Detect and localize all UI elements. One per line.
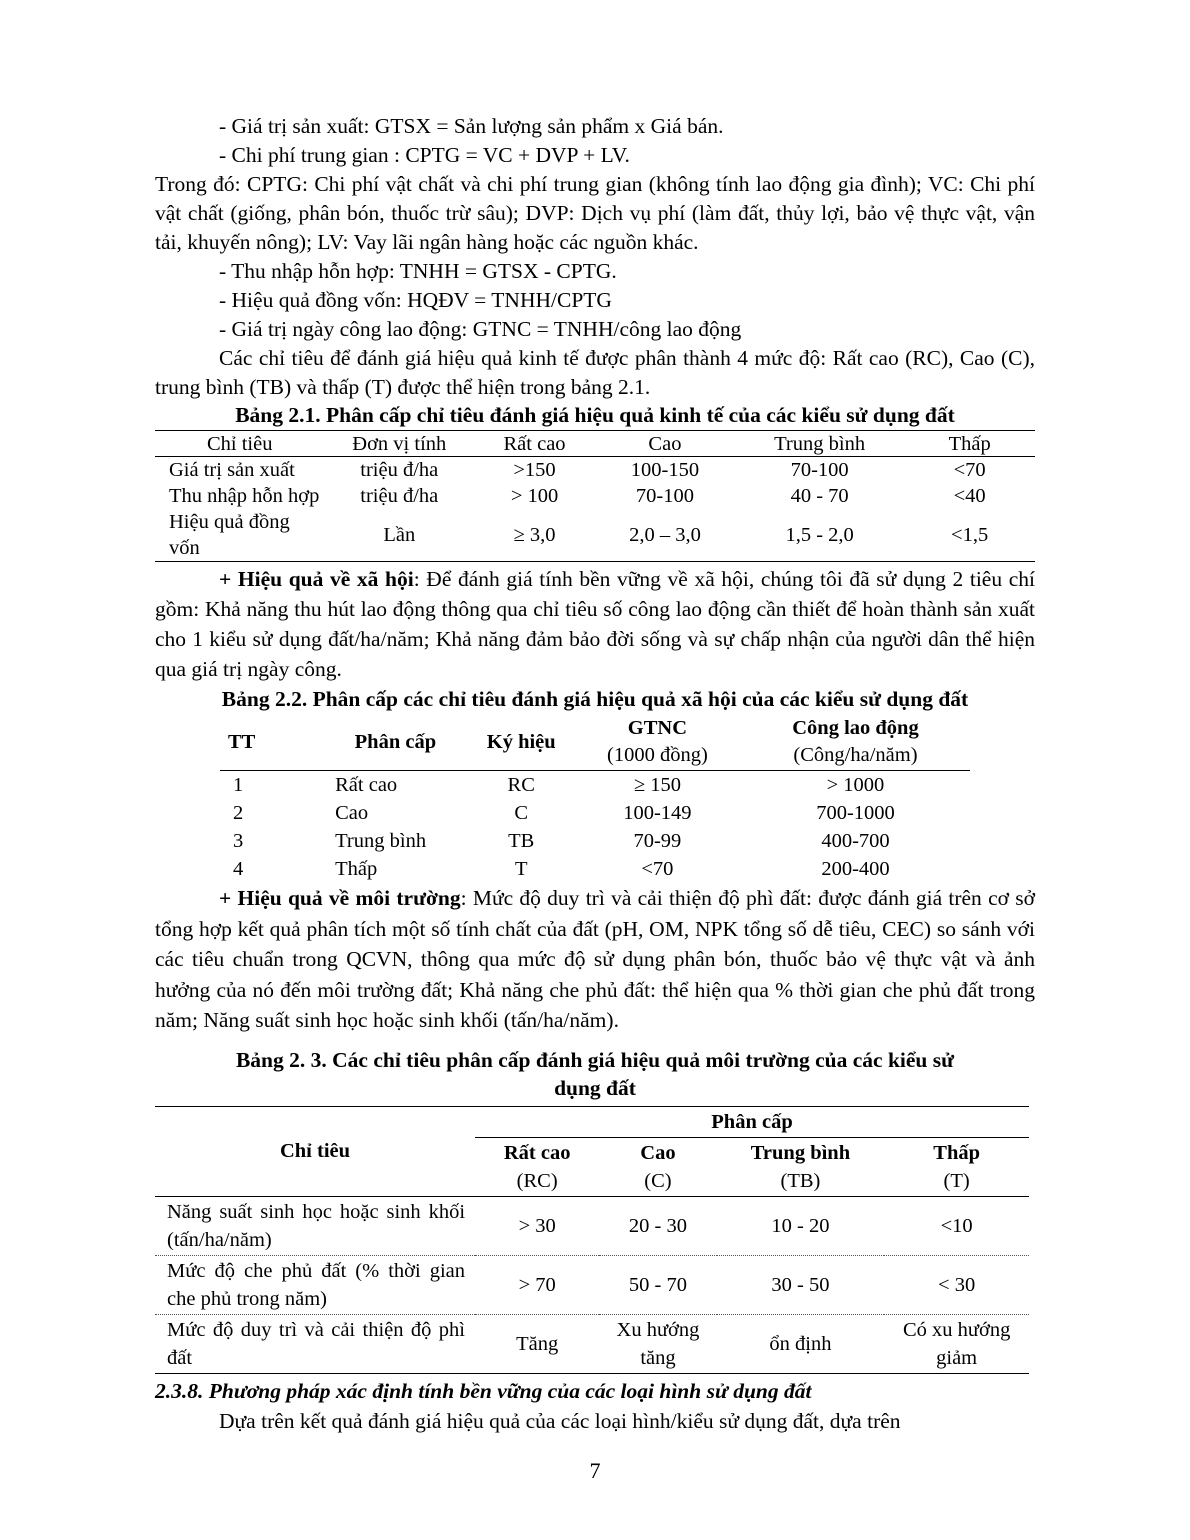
table-cell: 100-149 [623, 802, 692, 824]
formula-cptg: - Chi phí trung gian : CPTG = VC + DVP + LV. [219, 143, 630, 167]
level-name: Rất cao [503, 1141, 571, 1164]
formula-hqdv: - Hiệu quả đồng vốn: HQĐV = TNHH/CPTG [219, 288, 612, 312]
table-cell: 20 - 30 [599, 1196, 716, 1255]
labor-label: Công lao động [792, 717, 919, 739]
table-cell: 2 [233, 802, 244, 824]
table-cell: <1,5 [904, 509, 1035, 562]
level-abbr: (C) [644, 1169, 672, 1192]
table-cell: >150 [513, 459, 556, 481]
table-header-row [155, 1106, 1029, 1137]
level-abbr: (TB) [780, 1169, 821, 1192]
table-cell: 700-1000 [816, 802, 895, 824]
gtnc-label: GTNC [627, 717, 687, 739]
table-cell: 1 [233, 774, 244, 796]
level-name: Cao [640, 1141, 676, 1164]
gtnc-unit: (1000 đồng) [607, 744, 708, 766]
table-row [155, 1314, 1029, 1373]
table-cell: 30 - 50 [717, 1255, 885, 1314]
table-cell: > 1000 [826, 774, 885, 796]
table-cell: > 100 [510, 485, 559, 507]
table-cell: 1,5 - 2,0 [735, 509, 904, 562]
document-page [155, 112, 1035, 1436]
table-cell: Lần [324, 509, 474, 562]
col-header: Trung bình [735, 431, 904, 457]
table-cell: Thấp [335, 858, 378, 880]
table-row [155, 483, 1035, 509]
table-cell: Cao [335, 802, 369, 824]
table-cell: ổn định [717, 1314, 885, 1373]
table3-caption-line2: dụng đất [554, 1075, 636, 1100]
table-cell: Hiệu quả đồng vốn [155, 509, 324, 562]
formula-definitions: Trong đó: CPTG: Chi phí vật chất và chi phí trung gian (không tính lao động gia đình); VC: Chi phí vật chất (giống, phân bón, thuốc trừ sâu); DVP: Dịch vụ phí (làm đất, thủy lợi, bảo vệ thực vật, vận tải, khuyến nông); LV: Vay lãi ngân hàng hoặc các nguồn khác. [155, 172, 1035, 254]
env-lead: + Hiệu quả về môi trường [219, 886, 461, 910]
col-header: Thấp [904, 431, 1035, 457]
table-cell: 200-400 [821, 858, 890, 880]
col-header [475, 1137, 599, 1196]
table-row [220, 855, 970, 883]
formula-tnhh: - Thu nhập hỗn hợp: TNHH = GTSX - CPTG. [219, 259, 617, 283]
table-cell: RC [507, 774, 535, 796]
levels-paragraph: Các chỉ tiêu để đánh giá hiệu quả kinh tế được phân thành 4 mức độ: Rất cao (RC), Cao (C), trung bình (TB) và thấp (T) được thể hiện trong bảng 2.1. [155, 346, 1035, 399]
col-header [741, 714, 970, 771]
level-name: Trung bình [750, 1141, 851, 1164]
group-header: Phân cấp [475, 1106, 1029, 1137]
table-cell: > 30 [475, 1196, 599, 1255]
table-cell: ≥ 150 [633, 774, 681, 796]
table-cell: 70-100 [635, 485, 694, 507]
table-cell: Mức độ che phủ đất (% thời gian che phủ trong năm) [155, 1255, 475, 1314]
labor-unit: (Công/ha/năm) [793, 744, 918, 766]
env-paragraph [155, 883, 1035, 1036]
table-cell: TB [508, 830, 535, 852]
table-cell: Năng suất sinh học hoặc sinh khối (tấn/ha/năm) [155, 1196, 475, 1255]
table-row [155, 509, 1035, 562]
table-cell: 4 [233, 858, 244, 880]
table-cell: 2,0 – 3,0 [595, 509, 735, 562]
level-abbr: (RC) [516, 1169, 558, 1192]
table-cell: <70 [641, 858, 674, 880]
table-cell: 50 - 70 [599, 1255, 716, 1314]
formula-gtsx: - Giá trị sản xuất: GTSX = Sản lượng sản phẩm x Giá bán. [219, 114, 724, 138]
table3-caption [155, 1046, 1035, 1102]
col-header [717, 1137, 885, 1196]
page-number: 7 [589, 1458, 601, 1483]
table-row [220, 827, 970, 855]
economic-table [155, 430, 1035, 562]
table-cell: triệu đ/ha [360, 485, 439, 507]
table-cell: Rất cao [335, 774, 398, 796]
section-heading: 2.3.8. Phương pháp xác định tính bền vững của các loại hình sử dụng đất [155, 1378, 812, 1403]
social-lead: + Hiệu quả về xã hội [219, 567, 414, 591]
col-header: Phân cấp [322, 714, 468, 771]
table1-caption: Bảng 2.1. Phân cấp chỉ tiêu đánh giá hiệu quả kinh tế của các kiểu sử dụng đất [235, 403, 955, 427]
formula-gtnc: - Giá trị ngày công lao động: GTNC = TNHH/công lao động [219, 317, 742, 341]
col-header [574, 714, 741, 771]
col-header [599, 1137, 716, 1196]
table-cell: 40 - 70 [790, 485, 849, 507]
table-cell: Thu nhập hỗn hợp [169, 485, 320, 507]
table-cell: Có xu hướng giảm [884, 1314, 1029, 1373]
table2-caption: Bảng 2.2. Phân cấp các chỉ tiêu đánh giá hiệu quả xã hội của các kiểu sử dụng đất [221, 687, 969, 711]
table-row [155, 1255, 1029, 1314]
col-header: Chỉ tiêu [155, 1106, 475, 1196]
table-row [155, 457, 1035, 484]
level-name: Thấp [933, 1141, 980, 1164]
table-cell: T [514, 858, 528, 880]
table-cell: 70-100 [790, 459, 849, 481]
table-cell: <10 [884, 1196, 1029, 1255]
table-cell: 10 - 20 [717, 1196, 885, 1255]
table-row [220, 771, 970, 800]
table-row [155, 1196, 1029, 1255]
table-cell: Xu hướng tăng [599, 1314, 716, 1373]
table-cell: C [514, 802, 529, 824]
table-cell: 400-700 [821, 830, 890, 852]
col-header: Chỉ tiêu [155, 431, 324, 457]
table3-caption-line1: Bảng 2. 3. Các chỉ tiêu phân cấp đánh giá hiệu quả môi trường của các kiểu sử [235, 1047, 955, 1072]
table-cell: Trung bình [335, 830, 427, 852]
table-cell: Giá trị sản xuất [169, 459, 295, 481]
col-header: Rất cao [474, 431, 595, 457]
table-cell: <70 [953, 459, 986, 481]
table-cell: 70-99 [633, 830, 682, 852]
table-cell: triệu đ/ha [360, 459, 439, 481]
table-header-row [220, 714, 970, 771]
table-cell: Tăng [475, 1314, 599, 1373]
col-header: Cao [595, 431, 735, 457]
col-header: Ký hiệu [469, 714, 574, 771]
table-cell: 3 [233, 830, 244, 852]
social-text: : Để đánh giá tính bền vững về xã hội, chúng tôi đã sử dụng 2 tiêu chí gồm: Khả năng thu hút lao động thông qua chỉ tiêu số công lao động cần thiết để hoàn thành sản xuất cho 1 kiểu sử dụng đất/ha/năm; Khả năng đảm bảo đời sống và sự chấp nhận của người dân thể hiện qua giá trị ngày công. [155, 567, 1035, 681]
social-table [220, 714, 970, 883]
environment-table [155, 1106, 1029, 1374]
table-cell: <40 [953, 485, 986, 507]
table-cell: 100-150 [630, 459, 700, 481]
level-abbr: (T) [943, 1169, 970, 1192]
table-cell: ≥ 3,0 [474, 509, 595, 562]
table-row [220, 799, 970, 827]
table-cell: > 70 [475, 1255, 599, 1314]
table-cell: < 30 [884, 1255, 1029, 1314]
env-text: : Mức độ duy trì và cải thiện độ phì đất: được đánh giá trên cơ sở tổng hợp kết quả phân tích một số tính chất của đất (pH, OM, NPK tổng số dễ tiêu, CEC) so sánh với các tiêu chuẩn trong QCVN, thông qua mức độ sử dụng phân bón, thuốc bảo vệ thực vật và ảnh hưởng của nó đến môi trường đất; Khả năng che phủ đất: thể hiện qua % thời gian che phủ đất trong năm; Năng suất sinh học hoặc sinh khối (tấn/ha/năm). [155, 886, 1035, 1032]
col-header [884, 1137, 1029, 1196]
col-header: Đơn vị tính [324, 431, 474, 457]
col-header: TT [220, 714, 322, 771]
table-cell: Mức độ duy trì và cải thiện độ phì đất [155, 1314, 475, 1373]
table-header-row [155, 431, 1035, 457]
section-paragraph: Dựa trên kết quả đánh giá hiệu quả của các loại hình/kiểu sử dụng đất, dựa trên [219, 1408, 901, 1433]
social-paragraph [155, 564, 1035, 684]
